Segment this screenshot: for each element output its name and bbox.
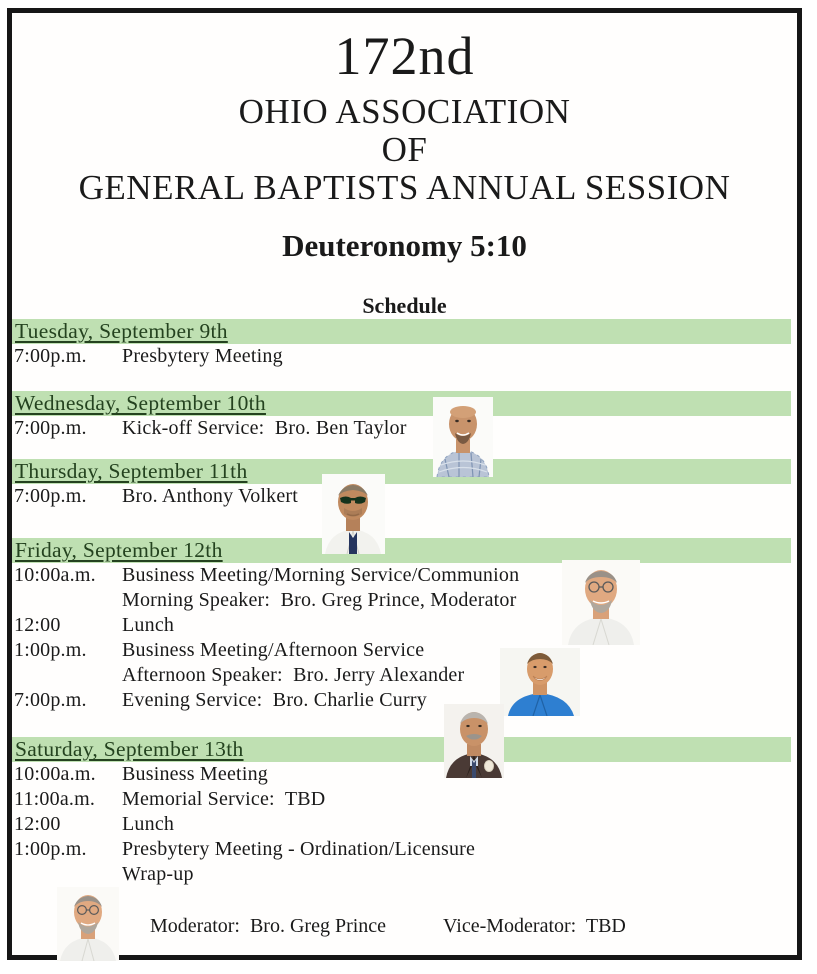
photo-charlie-curry	[444, 704, 504, 778]
event-time: 12:00	[14, 813, 61, 835]
day-header-highlight	[12, 737, 791, 762]
schedule-row	[12, 416, 797, 441]
event-description: Business Meeting	[122, 763, 268, 785]
event-description: Memorial Service: TBD	[122, 788, 326, 810]
event-time: 7:00p.m.	[14, 417, 87, 439]
day-header-highlight	[12, 319, 791, 344]
schedule-row	[12, 812, 797, 837]
day-header-label: Saturday, September 13th	[15, 737, 244, 761]
event-time: 10:00a.m.	[14, 763, 96, 785]
schedule-row	[12, 484, 797, 509]
schedule-row	[12, 563, 797, 588]
schedule-row	[12, 837, 797, 862]
event-description: Business Meeting/Afternoon Service	[122, 639, 425, 661]
schedule-row	[12, 787, 797, 812]
event-time: 1:00p.m.	[14, 838, 87, 860]
scripture-reference: Deuteronomy 5:10	[282, 228, 527, 263]
flyer-header	[12, 25, 797, 319]
schedule-row	[12, 344, 797, 369]
officers-line	[12, 913, 797, 939]
photo-greg-prince-footer	[57, 887, 119, 961]
vice-moderator-text: Vice-Moderator: TBD	[443, 915, 626, 937]
day-header-label: Wednesday, September 10th	[15, 391, 266, 415]
event-time	[12, 588, 122, 613]
schedule-row	[12, 762, 797, 787]
event-description: Presbytery Meeting	[122, 345, 283, 367]
event-time: 7:00p.m.	[14, 485, 87, 507]
org-line-3: GENERAL BAPTISTS ANNUAL SESSION	[78, 168, 731, 207]
event-description: Business Meeting/Morning Service/Communion	[122, 564, 520, 586]
day-header-label: Thursday, September 11th	[15, 459, 248, 483]
event-time	[12, 862, 122, 887]
event-time: 7:00p.m.	[14, 689, 87, 711]
event-description: Presbytery Meeting - Ordination/Licensure	[122, 838, 476, 860]
day-header-highlight	[12, 391, 791, 416]
schedule-heading: Schedule	[362, 293, 447, 318]
session-number-title: 172nd	[334, 26, 475, 86]
schedule-row	[12, 688, 797, 713]
schedule-row	[12, 638, 797, 663]
event-description: Wrap-up	[122, 863, 194, 885]
event-description: Lunch	[122, 614, 175, 636]
event-time: 11:00a.m.	[14, 788, 96, 810]
event-time: 12:00	[14, 614, 61, 636]
event-time: 1:00p.m.	[14, 639, 87, 661]
schedule-row	[12, 588, 797, 613]
day-header-label: Friday, September 12th	[15, 538, 223, 562]
day-section-thursday	[12, 459, 797, 509]
photo-jerry-alexander	[500, 648, 580, 716]
day-section-friday	[12, 538, 797, 713]
organization-title	[12, 93, 797, 207]
event-description: Morning Speaker: Bro. Greg Prince, Moderator	[122, 589, 517, 611]
event-time: 10:00a.m.	[14, 564, 96, 586]
event-time: 7:00p.m.	[14, 345, 87, 367]
photo-greg-prince	[562, 560, 640, 645]
day-section-wednesday	[12, 391, 797, 441]
day-section-saturday	[12, 737, 797, 887]
event-description: Kick-off Service: Bro. Ben Taylor	[122, 417, 407, 439]
moderator-text: Moderator: Bro. Greg Prince	[150, 915, 387, 937]
org-line-1: OHIO ASSOCIATION	[238, 92, 571, 131]
event-description: Lunch	[122, 813, 175, 835]
schedule-flyer-page	[7, 8, 802, 960]
photo-ben-taylor	[433, 397, 493, 477]
day-section-tuesday	[12, 319, 797, 369]
schedule-row	[12, 613, 797, 638]
event-time	[12, 663, 122, 688]
day-header-highlight	[12, 538, 791, 563]
event-description: Bro. Anthony Volkert	[122, 485, 299, 507]
org-line-2: OF	[381, 130, 428, 169]
day-header-label: Tuesday, September 9th	[15, 319, 228, 343]
day-header-highlight	[12, 459, 791, 484]
schedule-row	[12, 663, 797, 688]
photo-anthony-volkert	[322, 474, 385, 554]
event-description: Afternoon Speaker: Bro. Jerry Alexander	[122, 664, 465, 686]
event-description: Evening Service: Bro. Charlie Curry	[122, 689, 427, 711]
schedule-row	[12, 862, 797, 887]
